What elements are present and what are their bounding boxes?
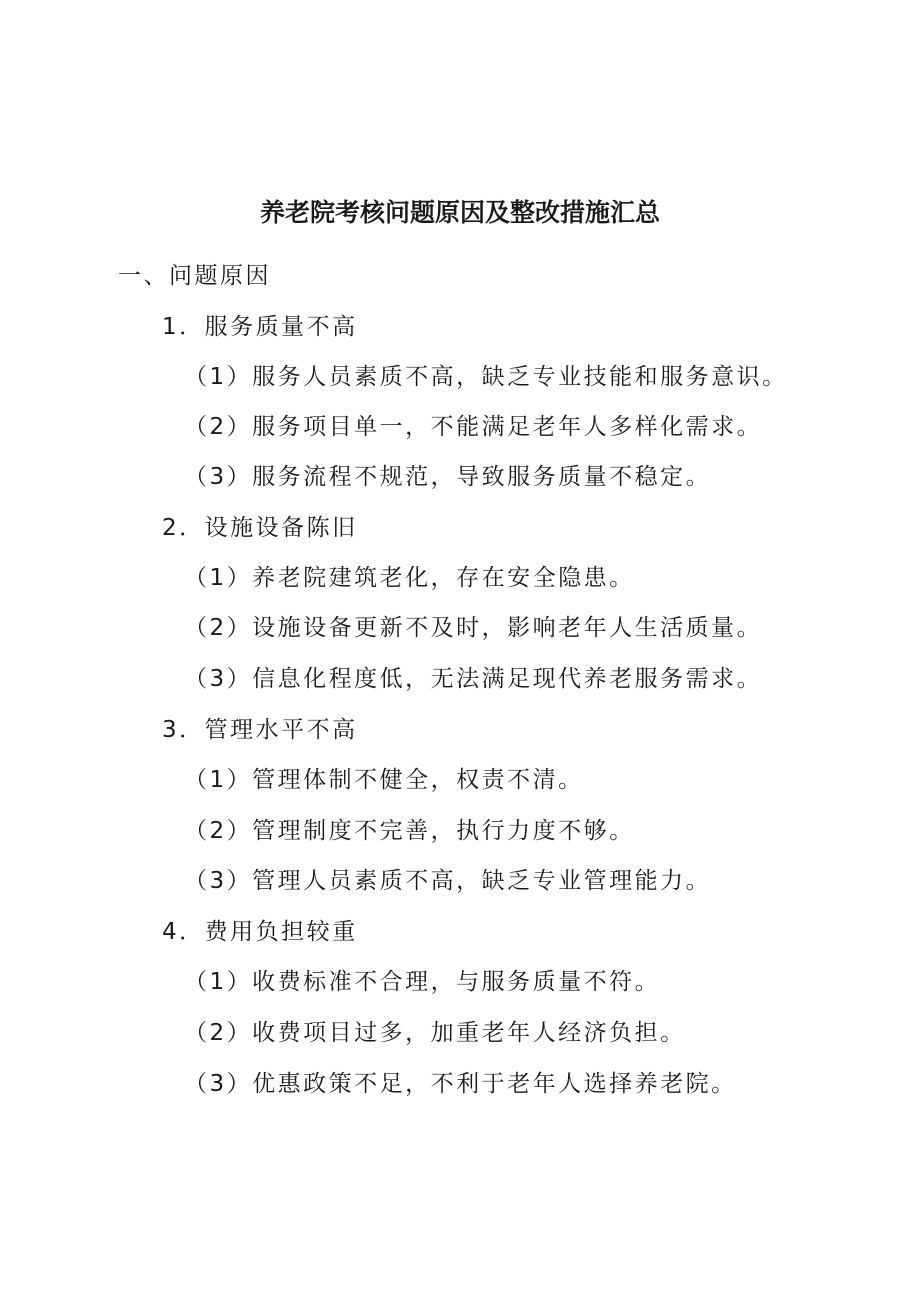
list-item: （3）服务流程不规范，导致服务质量不稳定。 [184, 464, 712, 490]
group-heading-1: 1．服务质量不高 [162, 314, 358, 340]
group-heading-4: 4．费用负担较重 [162, 919, 358, 945]
document-title: 养老院考核问题原因及整改措施汇总 [259, 198, 660, 227]
section-heading: 一、问题原因 [118, 263, 271, 289]
list-item: （3）优惠政策不足，不利于老年人选择养老院。 [184, 1071, 737, 1097]
group-heading-2: 2．设施设备陈旧 [162, 515, 358, 541]
list-item: （2）收费项目过多，加重老年人经济负担。 [184, 1020, 686, 1046]
list-item: （3）管理人员素质不高，缺乏专业管理能力。 [184, 868, 712, 894]
list-item: （3）信息化程度低，无法满足现代养老服务需求。 [184, 666, 763, 692]
list-item: （1）养老院建筑老化，存在安全隐患。 [184, 565, 635, 591]
list-item: （1）收费标准不合理，与服务质量不符。 [184, 969, 661, 995]
list-item: （2）设施设备更新不及时，影响老年人生活质量。 [184, 615, 763, 641]
list-item: （1）管理体制不健全，权责不清。 [184, 767, 584, 793]
list-item: （2）管理制度不完善，执行力度不够。 [184, 818, 635, 844]
list-item: （1）服务人员素质不高，缺乏专业技能和服务意识。 [184, 364, 788, 390]
list-item: （2）服务项目单一，不能满足老年人多样化需求。 [184, 414, 763, 440]
group-heading-3: 3．管理水平不高 [162, 717, 358, 743]
